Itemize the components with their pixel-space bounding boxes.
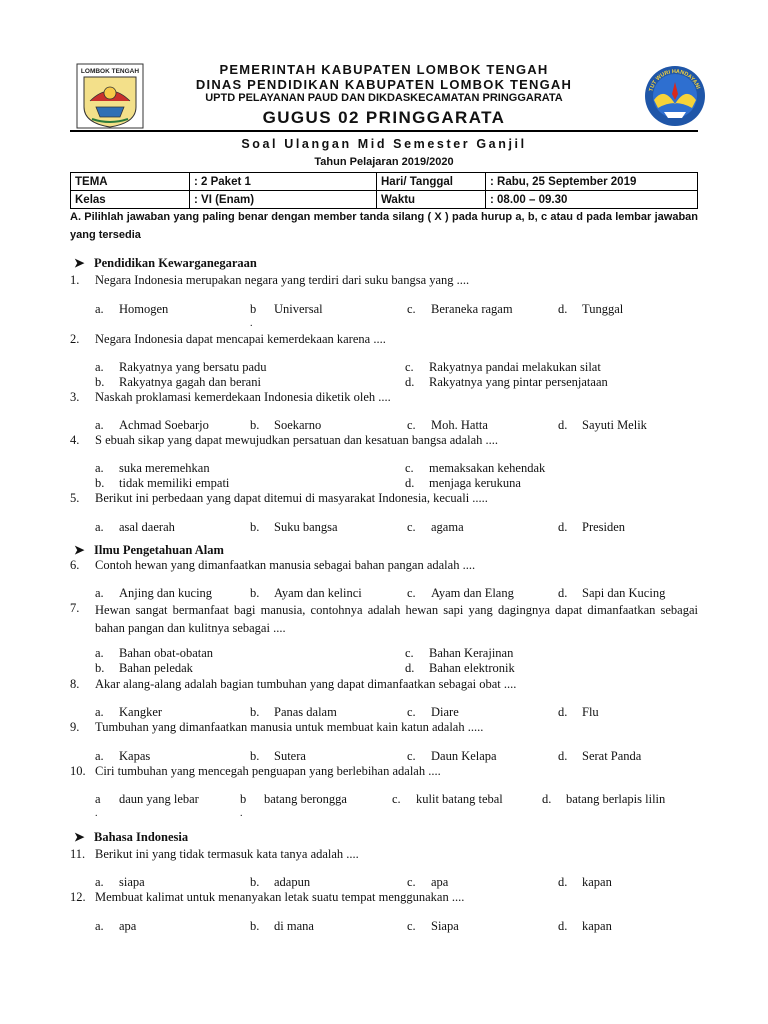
question-7: 7. Hewan sangat bermanfaat bagi manusia, contohnya adalah hewan sapi yang dagingnya dapat dimanfaatkan sebagai bahan pangan dan kulitnya sebagai ....: [70, 601, 698, 635]
table-cell: Hari/ Tanggal: [377, 173, 486, 191]
header-line-4: GUGUS 02 PRINGGARATA: [262, 108, 506, 127]
header-line-2: DINAS PENDIDIKAN KABUPATEN LOMBOK TENGAH: [195, 77, 573, 92]
logo-right-label: TUT WURI HANDAYANI: [648, 68, 701, 93]
header-divider: [70, 130, 698, 132]
table-cell: TEMA: [71, 173, 190, 191]
table-row: [71, 191, 698, 209]
table-cell: Waktu: [377, 191, 486, 209]
arrow-bullet-icon: ➤: [74, 830, 85, 844]
table-cell: : 2 Paket 1: [190, 173, 377, 191]
section-heading-bahasa: ➤ Bahasa Indonesia: [74, 830, 189, 844]
logo-left-label: LOMBOK TENGAH: [80, 68, 140, 75]
lombok-tengah-logo: [76, 63, 144, 129]
header-line-1: PEMERINTAH KABUPATEN LOMBOK TENGAH: [219, 62, 549, 77]
table-cell: Kelas: [71, 191, 190, 209]
arrow-bullet-icon: ➤: [74, 543, 85, 557]
stray-dot: .: [250, 318, 253, 329]
section-heading-pkn: ➤ Pendidikan Kewarganegaraan: [74, 256, 257, 270]
letterhead: [68, 58, 700, 132]
academic-year: Tahun Pelajaran 2019/2020: [314, 156, 454, 168]
table-cell: : 08.00 – 09.30: [486, 191, 698, 209]
header-line-3: UPTD PELAYANAN PAUD DAN DIKDASKECAMATAN PRINGGARATA: [205, 92, 563, 104]
section-heading-ipa: ➤ Ilmu Pengetahuan Alam: [74, 543, 224, 557]
exam-title: Soal Ulangan Mid Semester Ganjil: [241, 137, 527, 151]
table-cell: : Rabu, 25 September 2019: [486, 173, 698, 191]
stray-dot: .: [240, 808, 243, 819]
exam-info-table: [70, 172, 698, 209]
table-cell: : VI (Enam): [190, 191, 377, 209]
exam-page: LOMBOK TENGAH PEMERINTAH KABUPATEN LOMBOK TENGAH DINAS PENDIDIKAN KABUPATEN LOMBOK TENGAH UPTD PELAYANAN PAUD DAN DIKDASKECAMATAN PRINGGARATA GUGUS 02 PRINGGARATA TUT WURI HANDAYANI Soal Ulangan Mid Semester Ganjil Tahun Pelajaran 2019/2020 TEMA : 2 Paket 1 Hari/ Tanggal : Rabu, 25 September 2019 Kelas : VI (Enam) Waktu : 08.00 – 09.30 A. Pilihlah jawaban yang paling benar dengan member tanda silang ( X ) pada hurup a, b, c atau d pada lembar jawaban yang tersedia ➤ Pendidikan Kewarganegaraan 1. Negara Indonesia merupakan negara yang terdiri dari suku bangsa yang .... a. Homogen b Universal c. Beraneka ragam d. Tunggal . 2. Negara Indonesia dapat mencapai kemerdekaan karena .... a. Rakyatnya yang bersatu padu b. Rakyatnya gagah dan berani c. Rakyatnya pandai melakukan silat d. Rakyatnya yang pintar persenjataan 3. Naskah proklamasi kemerdekaan Indonesia diketik oleh .... a. Achmad Soebarjo b. Soekarno c. Moh. Hatta d. Sayuti Melik 4. S ebuah sikap yang dapat mewujudkan persatuan dan kesatuan bangsa adalah .... a. suka meremehkan b. tidak memiliki empati c. memaksakan kehendak d. menjaga kerukuna 5. Berikut ini perbedaan yang dapat ditemui di masyarakat Indonesia, kecuali ..... a. asal daerah b. Suku bangsa c. agama d. Presiden ➤ Ilmu Pengetahuan Alam 6. Contoh hewan yang dimanfaatkan manusia sebagai bahan pangan adalah .... a. Anjing dan kucing b. Ayam dan kelinci c. Ayam dan Elang d. Sapi dan Kucing 7. Hewan sangat bermanfaat bagi manusia, contohnya adalah hewan sapi yang dagingnya dapat dimanfaatkan sebagai bahan pangan dan kulitnya sebagai .... a. Bahan obat-obatan b. Bahan peledak c. Bahan Kerajinan d. Bahan elektronik 8. Akar alang-alang adalah bagian tumbuhan yang dapat dimanfaatkan sebagai obat .... a. Kangker b. Panas dalam c. Diare d. Flu 9. Tumbuhan yang dimanfaatkan manusia untuk membuat kain katun adalah ..... a. Kapas b. Sutera c. Daun Kelapa d. Serat Panda 10. Ciri tumbuhan yang mencegah penguapan yang berlebihan adalah .... a daun yang lebar b batang berongga c. kulit batang tebal d. batang berlapis lilin . . ➤ Bahasa Indonesia 11. Berikut ini yang tidak termasuk kata tanya adalah .... a. siapa b. adapun c. apa d. kapan 12. Membuat kalimat untuk menanyakan letak suatu tempat menggunakan .... a. apa b. di mana c. Siapa d. kapan: [0, 0, 768, 1024]
arrow-bullet-icon: ➤: [74, 256, 85, 270]
instruction-text: A. Pilihlah jawaban yang paling benar dengan member tanda silang ( X ) pada hurup a, b, c atau d pada lembar jawaban yang tersedia: [70, 211, 698, 241]
stray-dot: .: [95, 808, 98, 819]
table-row: [71, 173, 698, 191]
tut-wuri-handayani-logo: [640, 60, 710, 130]
